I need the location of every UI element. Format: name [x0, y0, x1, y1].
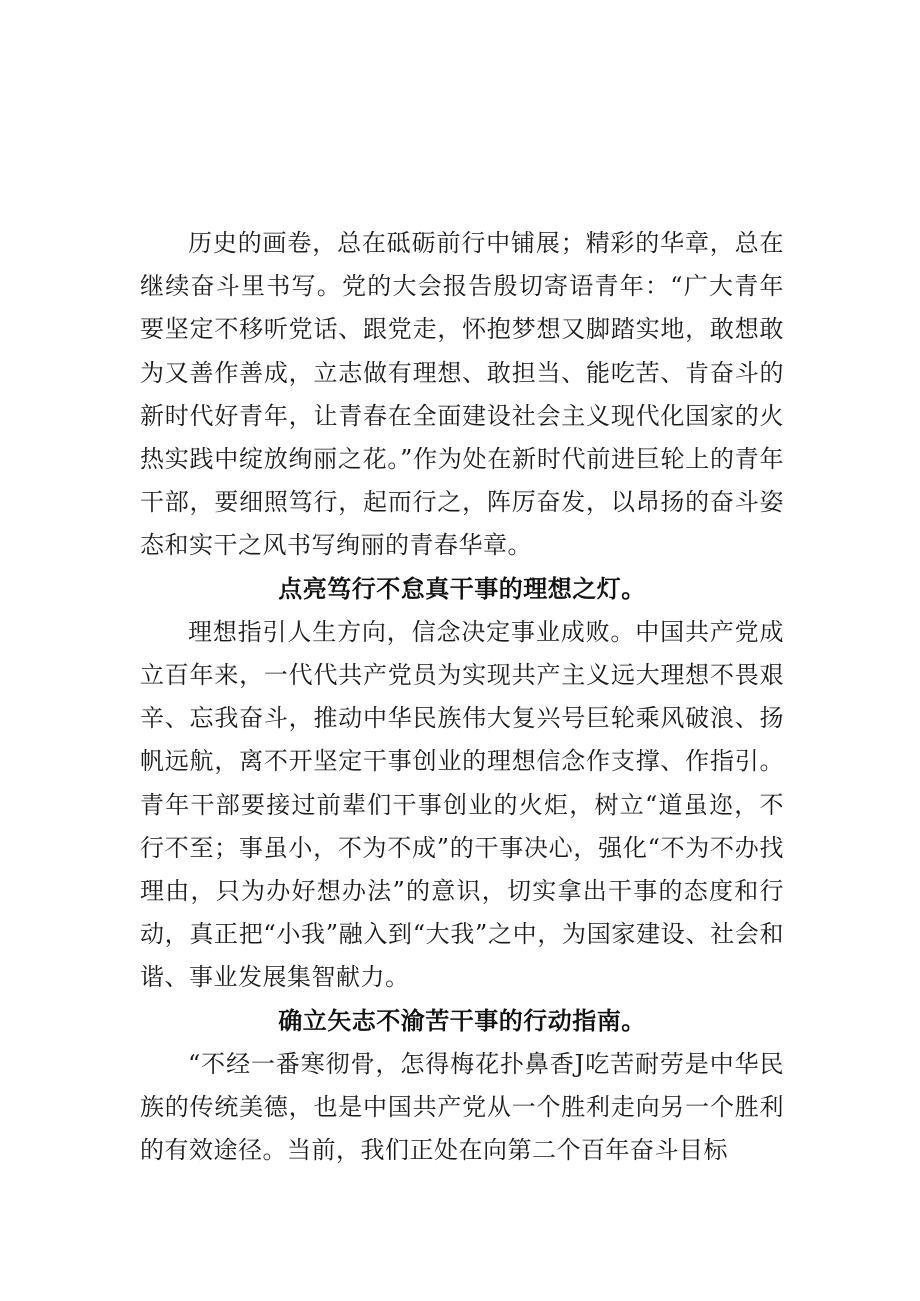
section-2-paragraph: “不经一番寒彻骨，怎得梅花扑鼻香J吃苦耐劳是中华民族的传统美德，也是中国共产党从一个胜利走向另一个胜利的有效途径。当前，我们正处在向第二个百年奋斗目标 — [140, 1049, 784, 1165]
intro-paragraph: 历史的画卷，总在砥砺前行中铺展；精彩的华章，总在继续奋斗里书写。党的大会报告殷切寄语青年：“广大青年要坚定不移听党话、跟党走，怀抱梦想又脚踏实地，敢想敢为又善作善成，立志做有理想、敢担当、能吃苦、肯奋斗的新时代好青年，让青春在全面建设社会主义现代化国家的火热实践中绽放绚丽之花。”作为处在新时代前进巨轮上的青年干部，要细照笃行，起而行之，阵厉奋发，以昂扬的奋斗姿态和实干之风书写绚丽的青春华章。 — [140, 229, 784, 560]
section-1-paragraph: 理想指引人生方向，信念决定事业成败。中国共产党成立百年来，一代代共产党员为实现共产主义远大理想不畏艰辛、忘我奋斗，推动中华民族伟大复兴号巨轮乘风破浪、扬帆远航，离不开坚定干事创业的理想信念作支撑、作指引。青年干部要接过前辈们干事创业的火炬，树立“道虽迩，不行不至；事虽小，不为不成”的干事决心，强化“不为不办找理由，只为办好想办法”的意识，切实拿出干事的态度和行动，真正把“小我”融入到“大我”之中，为国家建设、社会和谐、事业发展集智献力。 — [140, 617, 784, 992]
section-heading-2: 确立矢志不渝苦干事的行动指南。 — [278, 1006, 646, 1035]
section-heading-1: 点亮笃行不怠真干事的理想之灯。 — [278, 574, 646, 603]
document-body — [140, 222, 784, 1172]
